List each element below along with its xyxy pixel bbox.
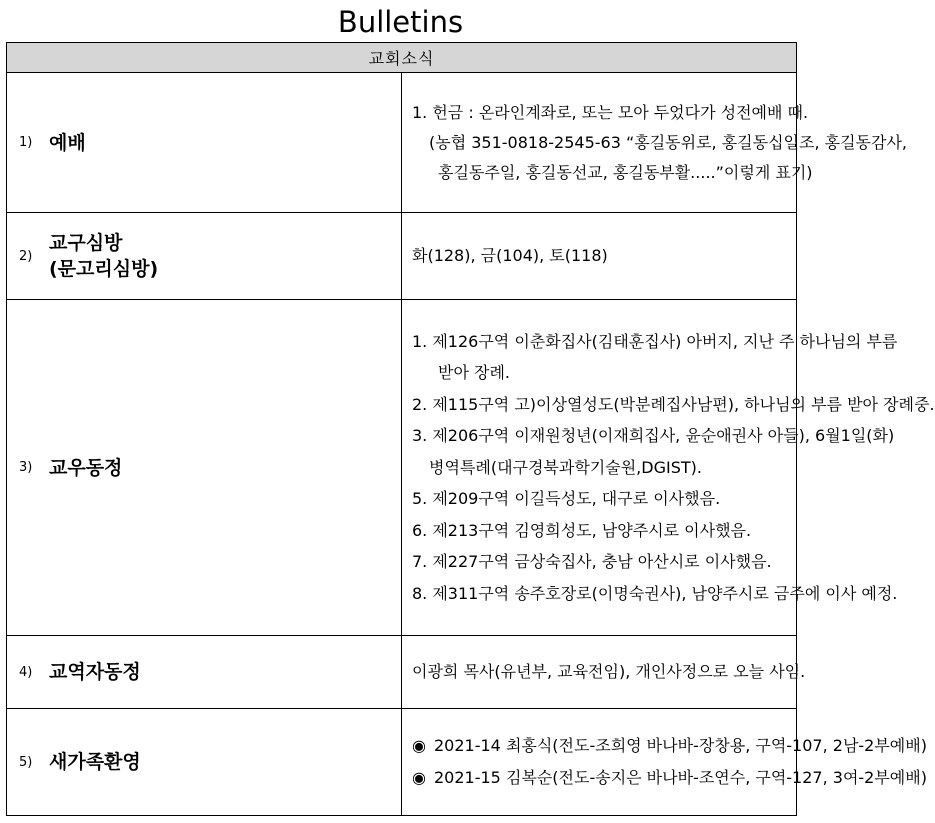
content-line [412, 730, 927, 762]
section-number: 2) [19, 248, 33, 264]
content-line: 받아 장례. [438, 363, 510, 383]
content-line: 7. 제227구역 금상숙집사, 충남 아산시로 이사했음. [412, 552, 772, 572]
table-header: 교회소식 [7, 43, 797, 73]
section-row-member-news [7, 300, 797, 636]
new-family-entry: 2021-15 김복순(전도-송지은 바나바-조연수, 구역-127, 3여-2부예배) [434, 768, 927, 787]
content-line: 6. 제213구역 김영희성도, 남양주시로 이사했음. [412, 520, 752, 540]
section-number: 4) [19, 664, 33, 680]
content-line: 이광희 목사(유년부, 교육전임), 개인사정으로 오늘 사임. [412, 662, 806, 681]
content-line: 1. 헌금 : 온라인계좌로, 또는 모아 두었다가 성전예배 때. [412, 102, 809, 122]
section-number: 5) [19, 754, 33, 770]
section-label-cell [7, 636, 402, 709]
section-label-cell [7, 73, 402, 213]
section-label: 새가족환영 [49, 751, 141, 773]
content-line: 화(128), 금(104), 토(118) [412, 246, 608, 265]
content-line: 병역특례(대구경북과학기술원,DGIST). [429, 457, 702, 477]
section-row-worship [7, 73, 797, 213]
section-row-visitation [7, 213, 797, 300]
new-family-entry: 2021-14 최홍식(전도-조희영 바나바-장창용, 구역-107, 2남-2부예배) [434, 736, 927, 755]
section-label-sub: (문고리심방) [49, 258, 159, 280]
section-label: 교구심방 [49, 232, 123, 254]
content-line: 8. 제311구역 송주호장로(이명숙권사), 남양주시로 금주에 이사 예정. [412, 583, 898, 603]
bullet-icon: ◉ [412, 736, 426, 755]
page-title: Bulletins [337, 5, 464, 39]
section-number: 3) [19, 460, 33, 475]
section-content [402, 300, 935, 636]
section-content [402, 709, 927, 816]
content-line: (농협 351-0818-2545-63 “홍길동위로, 홍길동십일조, 홍길동감사, [429, 132, 907, 152]
section-row-pastor-news [7, 636, 797, 709]
content-line: 3. 제206구역 이재원청년(이재희집사, 윤순애권사 아들), 6월1일(화) [412, 426, 895, 446]
section-content [402, 73, 907, 213]
table-header-row [7, 43, 797, 73]
section-label-cell [7, 213, 402, 300]
bullet-icon: ◉ [412, 768, 426, 787]
content-line: 5. 제209구역 이길득성도, 대구로 이사했음. [412, 489, 721, 509]
content-line: 2. 제115구역 고)이상열성도(박분례집사남편), 하나님의 부름 받아 장례중. [412, 394, 935, 414]
content-line: 1. 제126구역 이춘화집사(김태훈집사) 아버지, 지난 주 하나님의 부름 [412, 331, 898, 351]
section-label-cell [7, 300, 402, 636]
section-number: 1) [19, 135, 33, 150]
section-label: 예배 [49, 131, 86, 154]
section-label: 교우동정 [49, 456, 123, 479]
section-row-new-family [7, 709, 797, 816]
section-label-cell [7, 709, 402, 816]
section-label: 교역자동정 [49, 661, 141, 683]
section-content [402, 213, 797, 300]
content-line [412, 762, 927, 794]
section-content [402, 636, 806, 709]
bulletin-table [6, 42, 935, 816]
content-line: 홍길동주일, 홍길동선교, 홍길동부활.....”이렇게 표기) [438, 162, 813, 182]
